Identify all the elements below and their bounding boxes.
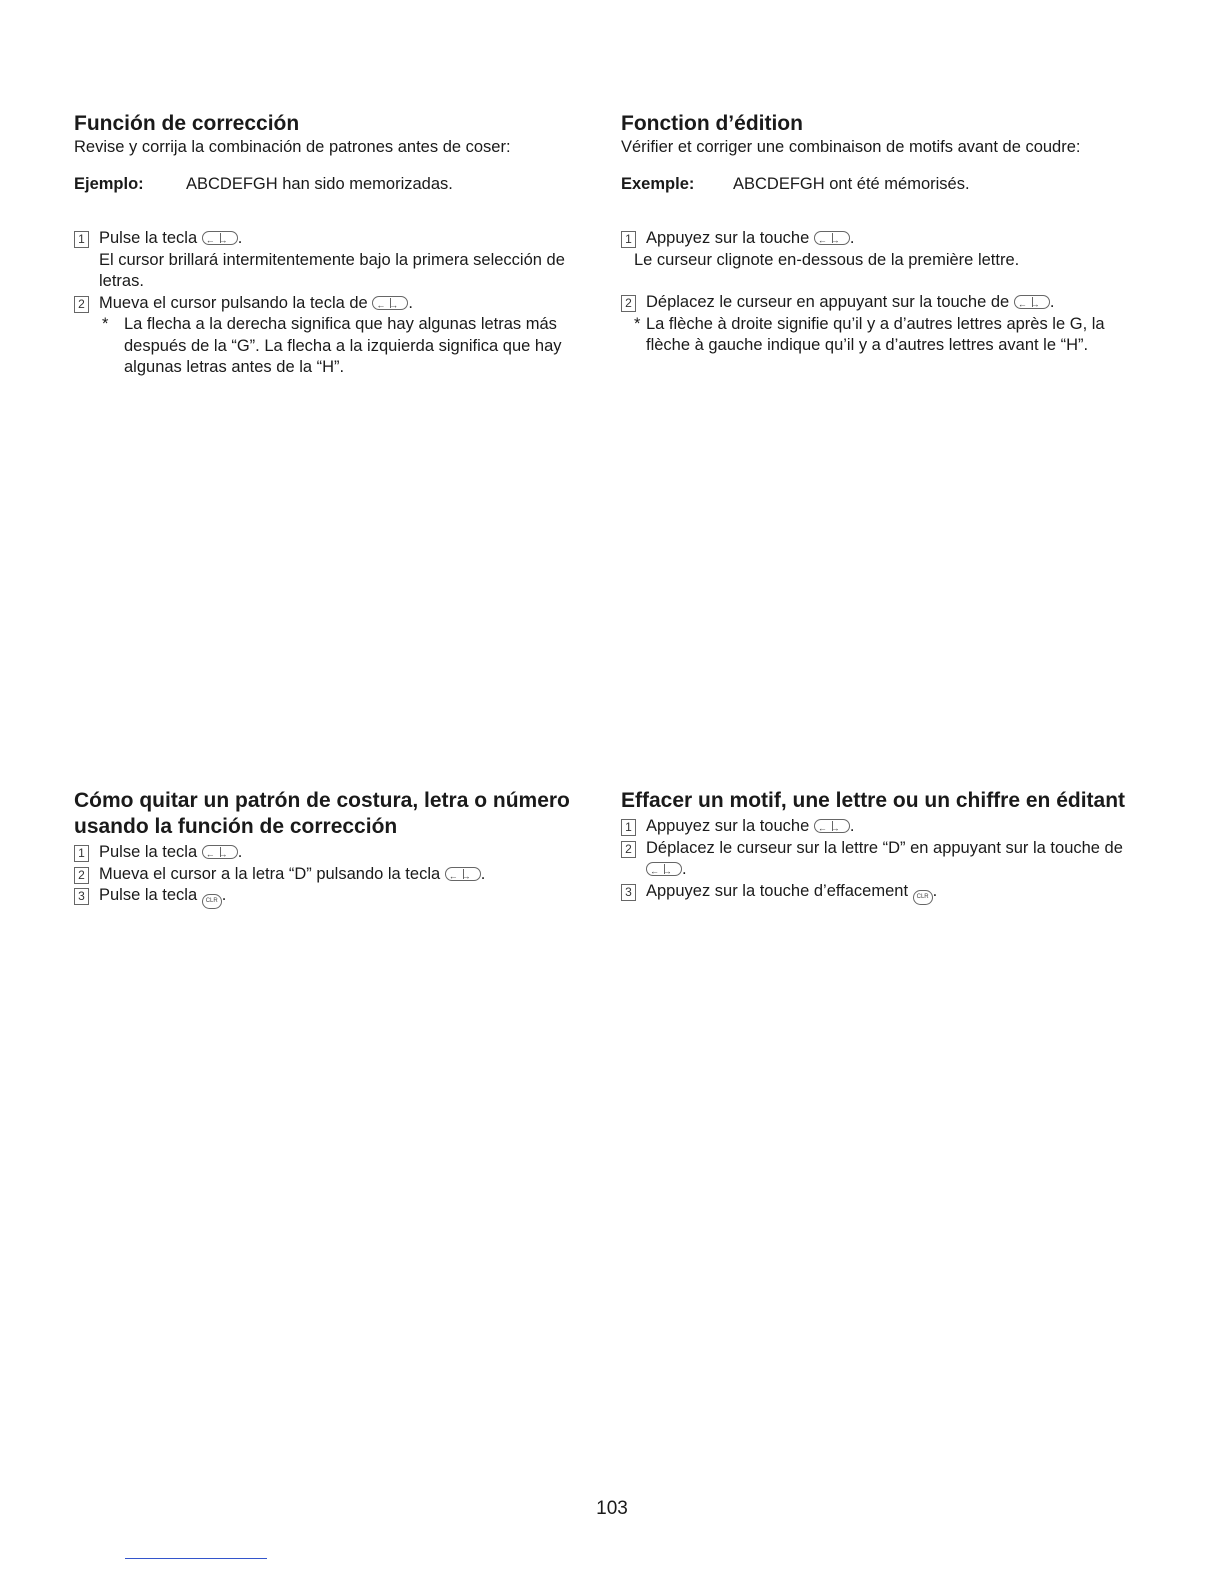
- fr-edit-section: [621, 111, 1146, 357]
- section-title: Fonction d’édition: [621, 112, 803, 135]
- step-number: 1: [74, 845, 89, 862]
- example-label: Ejemplo:: [74, 174, 144, 193]
- section-title: Effacer un motif, une lettre ou un chiffre en éditant: [621, 789, 1126, 812]
- step-3: 3 Appuyez sur la touche d’effacement CLR .: [621, 881, 1151, 905]
- step-text: Pulse la tecla: [99, 229, 198, 247]
- step-text: Mueva el cursor pulsando la tecla de: [99, 293, 368, 312]
- arrow-key-icon: [445, 867, 481, 881]
- note-asterisk: *: [634, 314, 641, 333]
- es-delete-section: [74, 788, 599, 909]
- step-2: 2 Déplacez le curseur en appuyant sur la touche de ← → .: [621, 292, 1146, 314]
- step-3: 3 Pulse la tecla CLR .: [74, 885, 599, 909]
- arrow-key-icon: [1014, 295, 1050, 309]
- arrow-key-icon: [814, 819, 850, 833]
- example-label: Exemple:: [621, 174, 695, 193]
- step-text: Appuyez sur la touche d’effacement: [646, 881, 909, 900]
- step-number: 2: [621, 295, 636, 312]
- step-number: 1: [74, 231, 89, 248]
- arrow-key-icon: [372, 296, 408, 310]
- note: [74, 314, 599, 379]
- step-text: Déplacez le curseur en appuyant sur la touche de: [646, 293, 1010, 311]
- step-2: 2 Mueva el cursor a la letra “D” pulsando la tecla ← → .: [74, 864, 599, 886]
- note-text: La flecha a la derecha significa que hay algunas letras más después de la “G”. La flecha a la izquierda significa que hay algunas letras antes de la “H”.: [124, 315, 562, 376]
- step-1: 1 Appuyez sur la touche ← → . Le curseur clignote en-dessous de la première lettre.: [621, 228, 1146, 271]
- step-text: Pulse la tecla: [99, 843, 198, 861]
- step-number: 3: [74, 888, 89, 905]
- step-number: 3: [621, 884, 636, 901]
- step-text: Appuyez sur la touche: [646, 229, 810, 247]
- step-1: 1 Pulse la tecla ← → . El cursor brillará intermitentemente bajo la primera selección de letras.: [74, 228, 599, 293]
- step-detail: El cursor brillará intermitentemente bajo la primera selección de letras.: [99, 250, 565, 290]
- step-number: 1: [621, 819, 636, 836]
- example-text: ABCDEFGH ont été mémorisés.: [733, 174, 970, 193]
- section-intro: Revise y corrija la combinación de patrones antes de coser:: [74, 138, 511, 156]
- clr-key-icon: CLR: [913, 890, 933, 905]
- step-detail: Le curseur clignote en-dessous de la première lettre.: [634, 250, 1020, 269]
- step-text: Mueva el cursor a la letra “D” pulsando la tecla: [99, 864, 441, 883]
- example-text: ABCDEFGH han sido memorizadas.: [186, 174, 453, 193]
- step-number: 1: [621, 231, 636, 248]
- arrow-key-icon: [814, 231, 850, 245]
- step-text: Pulse la tecla: [99, 886, 198, 904]
- footer-divider: [125, 1558, 267, 1559]
- example-row: [74, 174, 599, 196]
- es-edit-section: [74, 111, 599, 379]
- note: [621, 314, 1146, 357]
- step-number: 2: [74, 296, 89, 313]
- section-title: Cómo quitar un patrón de costura, letra o número usando la función de corrección: [74, 789, 570, 838]
- step-number: 2: [621, 841, 636, 858]
- fr-delete-section: [621, 788, 1151, 905]
- section-intro: Vérifier et corriger une combinaison de motifs avant de coudre:: [621, 138, 1081, 156]
- step-2: 2 Déplacez le curseur sur la lettre “D” en appuyant sur la touche de ← →.: [621, 838, 1151, 881]
- note-text: La flèche à droite signifie qu’il y a d’autres lettres après le G, la flèche à gauche indique qu’il y a d’autres lettres avant le “H”.: [646, 314, 1105, 354]
- section-title: Función de corrección: [74, 112, 300, 135]
- page-number: 103: [596, 1498, 628, 1519]
- step-number: 2: [74, 867, 89, 884]
- step-2: 2 Mueva el cursor pulsando la tecla de ← → .: [74, 293, 599, 315]
- clr-key-icon: CLR: [202, 894, 222, 909]
- step-text: Appuyez sur la touche: [646, 817, 810, 835]
- arrow-key-icon: [202, 845, 238, 859]
- note-asterisk: *: [102, 315, 109, 333]
- step-text: Déplacez le curseur sur la lettre “D” en appuyant sur la touche de: [646, 838, 1123, 857]
- arrow-key-icon: [646, 862, 682, 876]
- step-1: 1 Pulse la tecla ← → .: [74, 842, 599, 864]
- arrow-key-icon: [202, 231, 238, 245]
- example-row: [621, 174, 1146, 196]
- step-1: 1 Appuyez sur la touche ← → .: [621, 816, 1151, 838]
